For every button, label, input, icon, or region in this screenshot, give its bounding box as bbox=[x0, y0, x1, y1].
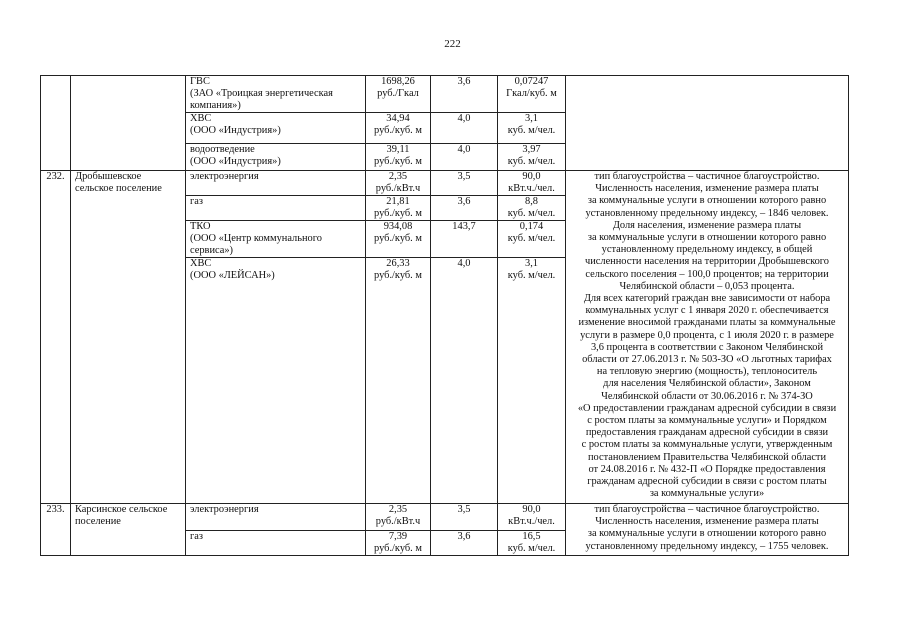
volume-value: 8,8 bbox=[525, 196, 538, 207]
service-name: электроэнергия bbox=[190, 504, 259, 515]
tariff-cell bbox=[366, 258, 431, 504]
settlement-name-cell bbox=[71, 171, 186, 504]
volume-value: 90,0 bbox=[522, 171, 541, 182]
service-cell bbox=[186, 113, 366, 144]
description-line: предоставления гражданам адресной субсидии в связи bbox=[585, 427, 829, 439]
description-line: установленному предельному индексу, в общей bbox=[601, 244, 813, 256]
description-line: 3,6 процента в соответствии с Законом Челябинской bbox=[590, 341, 824, 353]
service-name: электроэнергия bbox=[190, 171, 259, 182]
tariff-unit: руб./Гкал bbox=[377, 88, 419, 99]
volume-value: 90,0 bbox=[522, 504, 541, 515]
index-cell bbox=[431, 196, 498, 221]
volume-cell bbox=[498, 258, 566, 504]
tariff-value: 1698,26 bbox=[381, 76, 415, 87]
index-value: 4,0 bbox=[457, 144, 471, 155]
tariff-cell bbox=[366, 196, 431, 221]
description-line: за коммунальные услуги в отношении которого равно bbox=[587, 528, 827, 540]
index-cell bbox=[431, 144, 498, 171]
volume-cell bbox=[498, 504, 566, 531]
volume-unit: кВт.ч./чел. bbox=[508, 516, 555, 527]
service-name: ГВС bbox=[190, 76, 210, 87]
description-line: за коммунальные услуги в отношении которого равно bbox=[587, 232, 827, 244]
page-number: 222 bbox=[444, 38, 461, 50]
description-line: за коммунальные услуги в отношении которого равно bbox=[587, 195, 827, 207]
description-line: за коммунальные услуги» bbox=[649, 488, 765, 500]
table-row bbox=[41, 504, 849, 531]
service-cell bbox=[186, 258, 366, 504]
description-line: на тепловую энергию (мощность), теплоноситель bbox=[596, 366, 818, 378]
volume-value: 16,5 bbox=[522, 531, 541, 542]
volume-unit: куб. м/чел. bbox=[507, 125, 556, 136]
tariff-cell bbox=[366, 221, 431, 258]
settlement-name-cell bbox=[71, 76, 186, 171]
volume-cell bbox=[498, 171, 566, 196]
description-line: Численность населения, изменение размера платы bbox=[595, 516, 819, 528]
volume-unit: куб. м/чел. bbox=[507, 543, 556, 554]
settlement-name-cell bbox=[71, 504, 186, 556]
description-line: тип благоустройства – частичное благоустройство. bbox=[594, 504, 820, 515]
index-cell bbox=[431, 504, 498, 531]
service-cell bbox=[186, 171, 366, 196]
tariff-value: 7,39 bbox=[388, 531, 408, 542]
index-value: 3,5 bbox=[457, 504, 471, 515]
tariff-cell bbox=[366, 144, 431, 171]
tariff-value: 21,81 bbox=[386, 196, 410, 207]
service-name: ХВС bbox=[190, 113, 212, 124]
volume-unit: Гкал/куб. м bbox=[506, 88, 557, 99]
service-cell bbox=[186, 531, 366, 556]
tariff-cell bbox=[366, 76, 431, 113]
settlement-name: поселение bbox=[75, 516, 121, 527]
description-line: установленному предельному индексу, – 1755 человек. bbox=[585, 540, 829, 552]
service-cell bbox=[186, 144, 366, 171]
service-cell bbox=[186, 504, 366, 531]
service-name: водоотведение bbox=[190, 144, 255, 155]
entry-number-cell bbox=[41, 76, 71, 171]
entry-number-cell bbox=[41, 504, 71, 556]
service-provider: (ООО «Индустрия») bbox=[190, 156, 281, 167]
tariff-unit: руб./кВт.ч bbox=[375, 516, 421, 527]
volume-cell bbox=[498, 531, 566, 556]
service-provider: (ООО «Индустрия») bbox=[190, 125, 281, 136]
description-line: изменение вносимой гражданами платы за коммунальные bbox=[578, 317, 836, 329]
tariff-unit: руб./куб. м bbox=[374, 270, 422, 281]
description-cell bbox=[566, 76, 849, 171]
volume-cell bbox=[498, 76, 566, 113]
tariff-cell bbox=[366, 113, 431, 144]
description-line: с ростом платы за коммунальные услуги, утвержденным bbox=[581, 439, 833, 451]
description-line: постановлением Правительства Челябинской области bbox=[587, 451, 827, 463]
tariff-value: 39,11 bbox=[386, 144, 410, 155]
volume-value: 0,07247 bbox=[514, 76, 549, 87]
service-cell bbox=[186, 76, 366, 113]
volume-unit: куб. м/чел. bbox=[507, 156, 556, 167]
description-line: тип благоустройства – частичное благоустройство. bbox=[594, 171, 820, 182]
tariff-value: 26,33 bbox=[386, 258, 410, 269]
tariff-unit: руб./куб. м bbox=[374, 208, 422, 219]
volume-cell bbox=[498, 144, 566, 171]
settlement-name: Дробышевское bbox=[75, 171, 142, 182]
tariff-table bbox=[40, 75, 849, 556]
entry-number: 233. bbox=[46, 504, 65, 515]
description-line: области от 27.06.2013 г. № 503-ЗО «О льготных тарифах bbox=[582, 354, 832, 366]
tariff-cell bbox=[366, 504, 431, 531]
index-value: 3,6 bbox=[457, 531, 471, 542]
service-name: газ bbox=[190, 531, 203, 542]
index-cell bbox=[431, 171, 498, 196]
volume-unit: кВт.ч./чел. bbox=[508, 183, 555, 194]
tariff-value: 34,94 bbox=[386, 113, 410, 124]
tariff-unit: руб./куб. м bbox=[374, 233, 422, 244]
service-name: ТКО bbox=[190, 221, 211, 232]
service-provider: компания») bbox=[190, 100, 241, 111]
tariff-unit: руб./куб. м bbox=[374, 125, 422, 136]
volume-cell bbox=[498, 221, 566, 258]
tariff-cell bbox=[366, 531, 431, 556]
description-line: от 24.08.2016 г. № 432-П «О Порядке предоставления bbox=[588, 463, 826, 475]
index-value: 4,0 bbox=[457, 113, 471, 124]
service-cell bbox=[186, 221, 366, 258]
volume-unit: куб. м/чел. bbox=[507, 270, 556, 281]
description-line: услуги в размере 0,0 процента, с 1 июля 2020 г. в размере bbox=[580, 329, 834, 341]
settlement-name: сельское поселение bbox=[75, 183, 162, 194]
description-line: «О предоставлении гражданам адресной субсидии в связи bbox=[577, 402, 837, 414]
description-line: Доля населения, изменение размера платы bbox=[612, 219, 802, 231]
index-value: 143,7 bbox=[452, 221, 476, 232]
index-cell bbox=[431, 531, 498, 556]
index-cell bbox=[431, 221, 498, 258]
description-line: Для всех категорий граждан вне зависимости от набора bbox=[583, 293, 831, 305]
volume-value: 3,97 bbox=[522, 144, 541, 155]
tariff-value: 934,08 bbox=[383, 221, 413, 232]
index-cell bbox=[431, 258, 498, 504]
tariff-unit: руб./кВт.ч bbox=[375, 183, 421, 194]
service-provider: (ЗАО «Троицкая энергетическая bbox=[190, 88, 333, 99]
description-line: сельского поселения – 100,0 процентов; на территории bbox=[585, 268, 829, 280]
index-cell bbox=[431, 76, 498, 113]
volume-value: 3,1 bbox=[525, 113, 538, 124]
description-cell bbox=[566, 171, 849, 504]
description-line: Челябинской области – 0,053 процента. bbox=[619, 280, 795, 292]
table-row bbox=[41, 76, 849, 113]
description-line: Челябинской области от 30.06.2016 г. № 374-ЗО bbox=[601, 390, 813, 402]
index-cell bbox=[431, 113, 498, 144]
service-cell bbox=[186, 196, 366, 221]
entry-number-cell bbox=[41, 171, 71, 504]
tariff-unit: руб./куб. м bbox=[374, 156, 422, 167]
service-name: газ bbox=[190, 196, 203, 207]
index-value: 3,6 bbox=[457, 196, 471, 207]
tariff-cell bbox=[366, 171, 431, 196]
description-line: гражданам адресной субсидии в связи с ростом платы bbox=[587, 476, 827, 488]
tariff-value: 2,35 bbox=[388, 504, 408, 515]
index-value: 3,6 bbox=[457, 76, 471, 87]
description-line: с ростом платы за коммунальные услуги» и Порядком bbox=[587, 415, 827, 427]
entry-number: 232. bbox=[46, 171, 65, 182]
service-provider: (ООО «Центр коммунального bbox=[190, 233, 322, 244]
table-row bbox=[41, 171, 849, 196]
volume-cell bbox=[498, 113, 566, 144]
volume-unit: куб. м/чел. bbox=[507, 208, 556, 219]
description-line: численности населения на территории Дробышевского bbox=[584, 256, 830, 268]
volume-value: 0,174 bbox=[519, 221, 544, 232]
index-value: 3,5 bbox=[457, 171, 471, 182]
service-name: ХВС bbox=[190, 258, 212, 269]
service-provider: (ООО «ЛЕЙСАН») bbox=[190, 270, 275, 281]
description-line: Численность населения, изменение размера платы bbox=[595, 183, 819, 195]
description-line: установленному предельному индексу, – 1846 человек. bbox=[585, 207, 829, 219]
volume-cell bbox=[498, 196, 566, 221]
description-cell bbox=[566, 504, 849, 556]
tariff-unit: руб./куб. м bbox=[374, 543, 422, 554]
volume-unit: куб. м/чел. bbox=[507, 233, 556, 244]
service-provider: сервиса») bbox=[190, 245, 234, 256]
description-line: для населения Челябинской области», Законом bbox=[603, 378, 811, 390]
tariff-value: 2,35 bbox=[388, 171, 408, 182]
index-value: 4,0 bbox=[457, 258, 471, 269]
settlement-name: Карсинское сельское bbox=[75, 504, 168, 515]
description-line: коммунальных услуг с 1 января 2020 г. обеспечивается bbox=[585, 305, 829, 317]
volume-value: 3,1 bbox=[525, 258, 538, 269]
